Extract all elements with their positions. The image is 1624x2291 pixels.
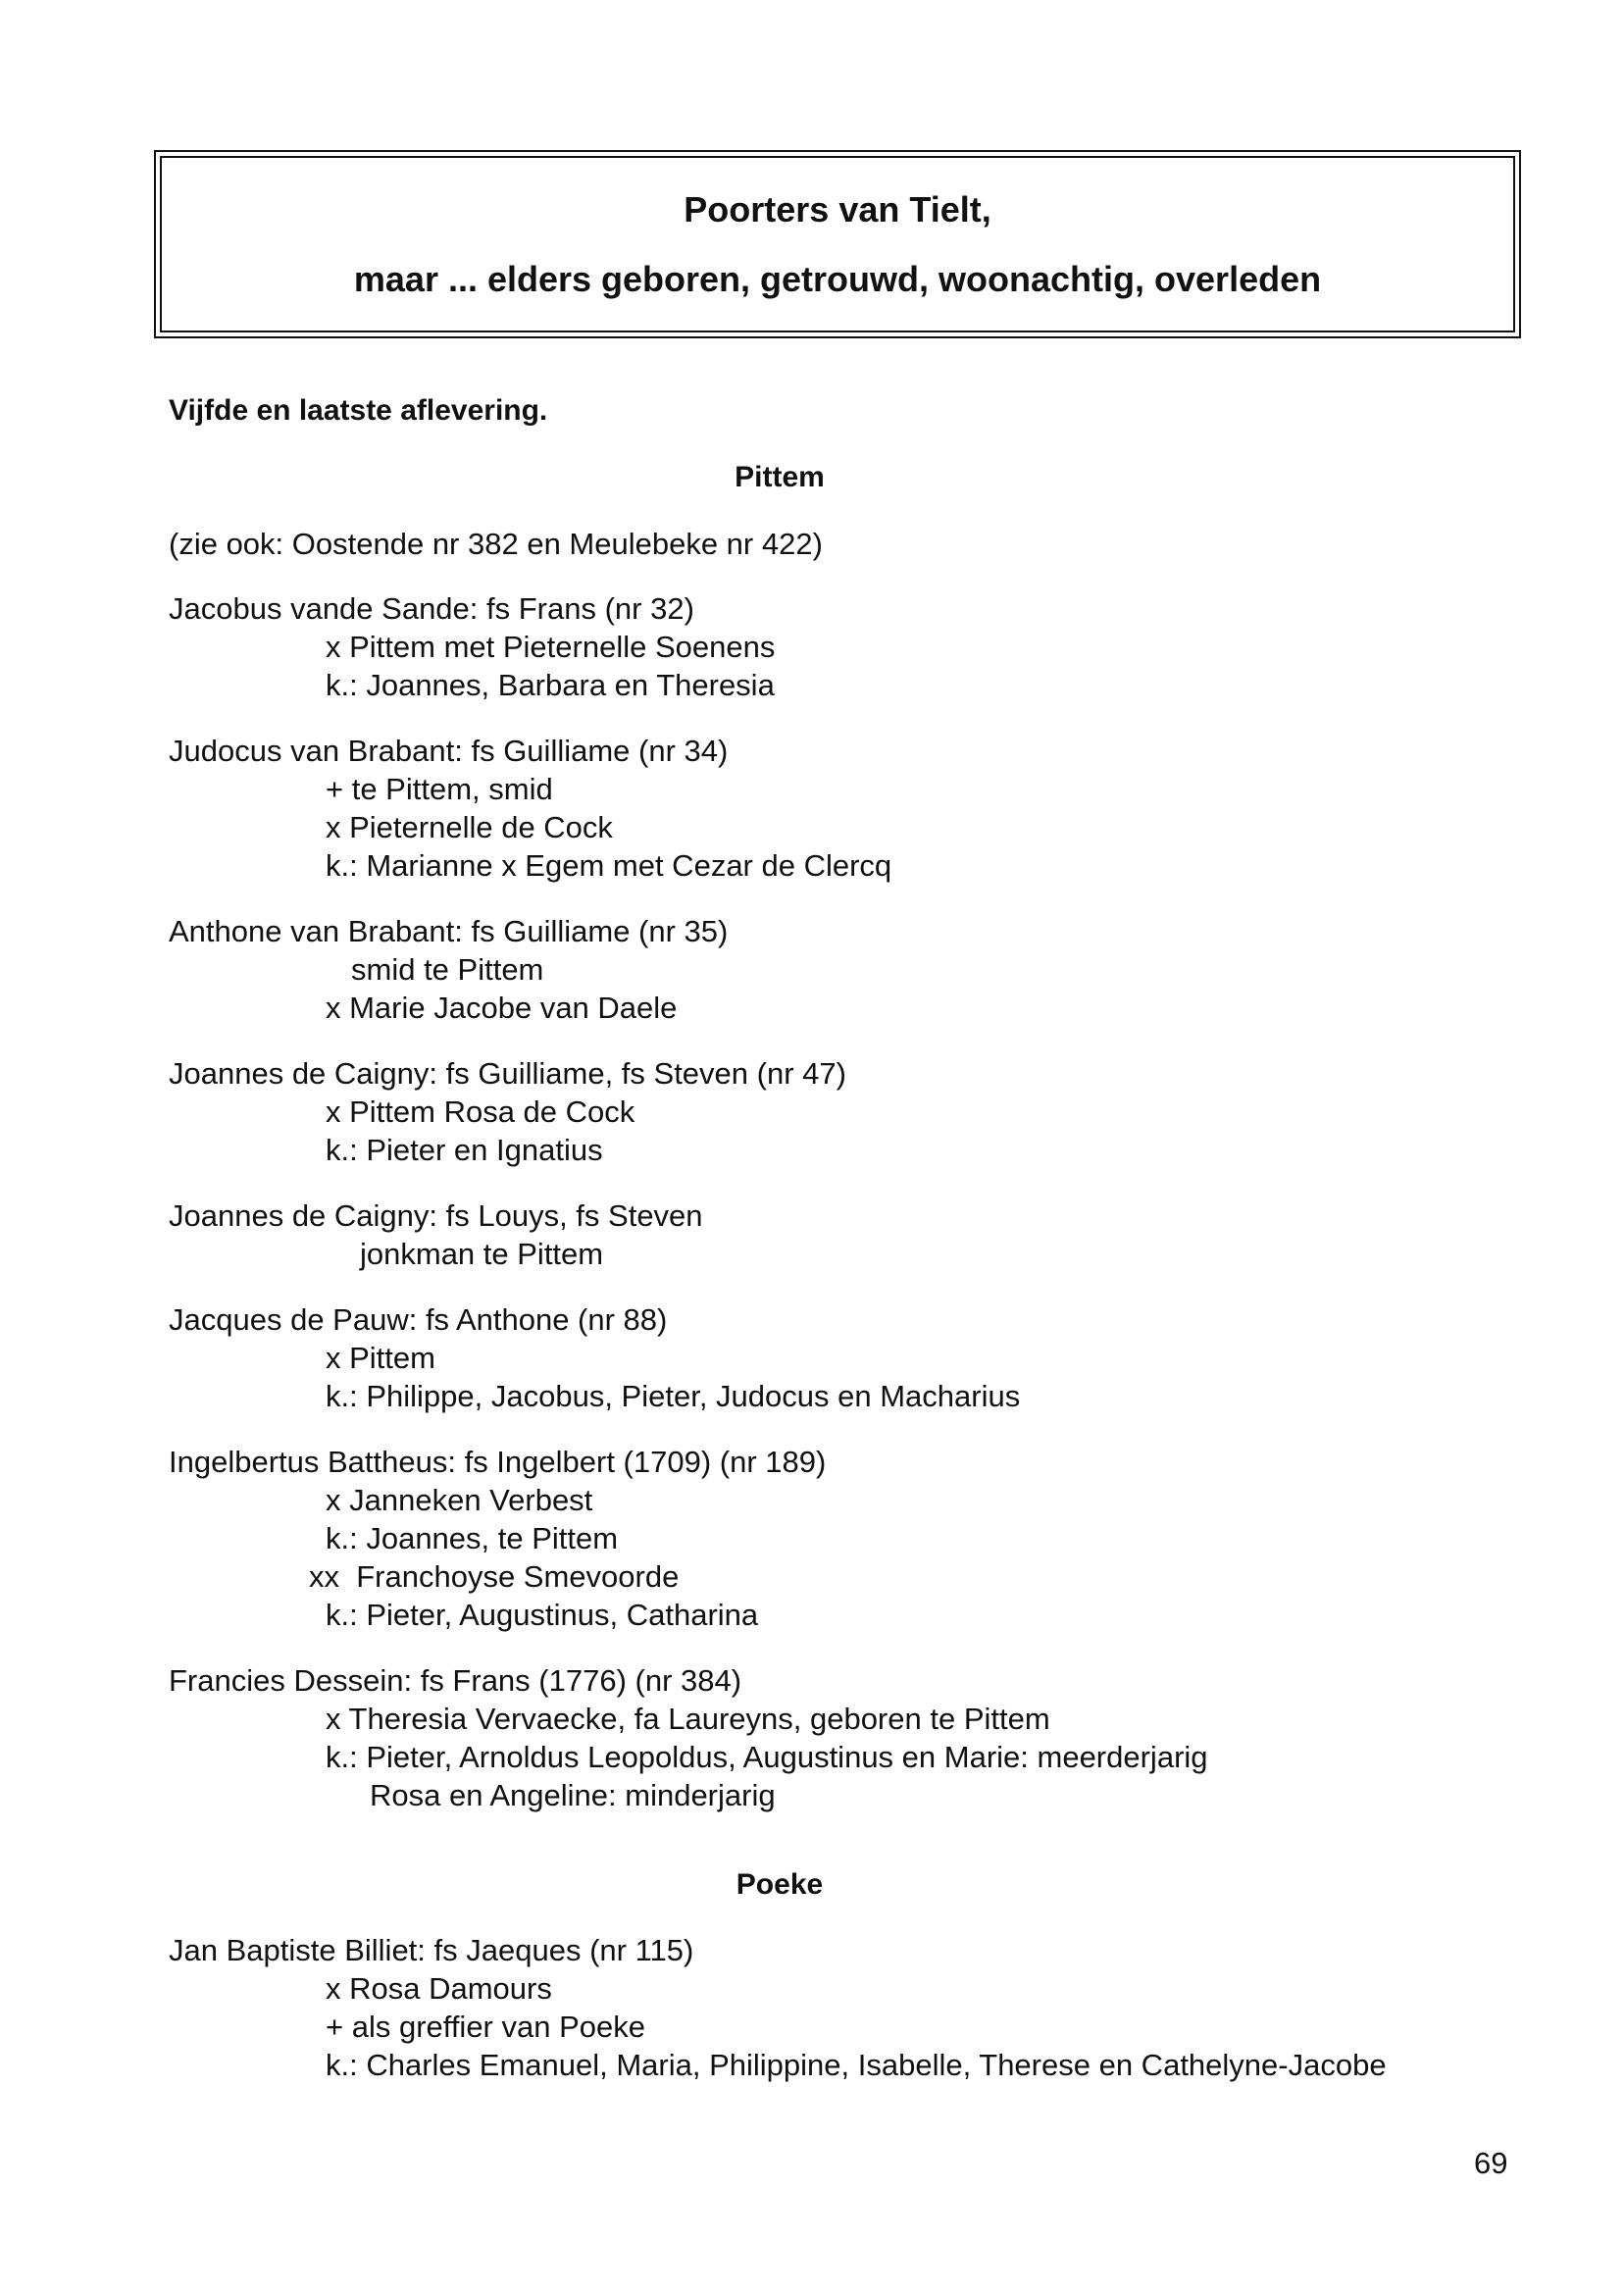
intro-text: Vijfde en laatste aflevering. [169,394,548,427]
entry-detail: k.: Pieter, Augustinus, Catharina [326,1598,759,1632]
entry-detail: x Marie Jacobe van Daele [326,991,678,1025]
title-box [154,150,1521,338]
entry-name: Judocus van Brabant: fs Guilliame (nr 34) [169,734,729,768]
entry-name: Joannes de Caigny: fs Louys, fs Steven [169,1198,703,1233]
entry-detail: xx Franchoyse Smevoorde [309,1559,680,1594]
entry-name: Jacques de Pauw: fs Anthone (nr 88) [169,1302,668,1337]
entry-detail: k.: Philippe, Jacobus, Pieter, Judocus en Macharius [326,1379,1021,1413]
entry-detail: Rosa en Angeline: minderjarig [370,1778,776,1812]
entry-detail: x Rosa Damours [326,1971,552,2006]
section-heading-pittem: Pittem [735,461,825,493]
entry-detail: x Pittem met Pieternelle Soenens [326,630,776,664]
entry-name: Anthone van Brabant: fs Guilliame (nr 35) [169,914,729,948]
entry-detail: k.: Pieter, Arnoldus Leopoldus, Augustinus en Marie: meerderjarig [326,1740,1208,1774]
entry-detail: x Pittem [326,1341,435,1375]
page-title: Poorters van Tielt, [684,189,991,229]
entry-name: Ingelbertus Battheus: fs Ingelbert (1709) (nr 189) [169,1445,827,1479]
entry-detail: + te Pittem, smid [326,772,553,806]
entry-detail: x Pittem Rosa de Cock [326,1095,635,1129]
entry-detail: x Janneken Verbest [326,1483,593,1517]
entry-name: Jan Baptiste Billiet: fs Jaeques (nr 115) [169,1933,694,1967]
entry-detail: smid te Pittem [351,952,544,987]
entry-name: Francies Dessein: fs Frans (1776) (nr 384) [169,1663,742,1698]
entry-detail: k.: Joannes, Barbara en Theresia [326,668,775,702]
page-number: 69 [1474,2146,1508,2180]
entry-name: Jacobus vande Sande: fs Frans (nr 32) [169,591,694,626]
entry-detail: k.: Pieter en Ignatius [326,1133,603,1167]
page-subtitle: maar ... elders geboren, getrouwd, woonachtig, overleden [353,259,1322,299]
entry-detail: + als greffier van Poeke [326,2010,645,2044]
section-heading-poeke: Poeke [736,1868,824,1901]
entry-detail: jonkman te Pittem [360,1237,604,1271]
entry-name: Joannes de Caigny: fs Guilliame, fs Steven (nr 47) [169,1056,846,1091]
entry-detail: x Theresia Vervaecke, fa Laureyns, geboren te Pittem [326,1702,1050,1736]
entry-detail: k.: Marianne x Egem met Cezar de Clercq [326,848,892,883]
entry-detail: k.: Charles Emanuel, Maria, Philippine, Isabelle, Therese en Cathelyne-Jacobe [326,2048,1387,2082]
entry-detail: x Pieternelle de Cock [326,810,613,844]
entry-detail: k.: Joannes, te Pittem [326,1521,619,1555]
section-note: (zie ook: Oostende nr 382 en Meulebeke nr 422) [169,527,823,561]
